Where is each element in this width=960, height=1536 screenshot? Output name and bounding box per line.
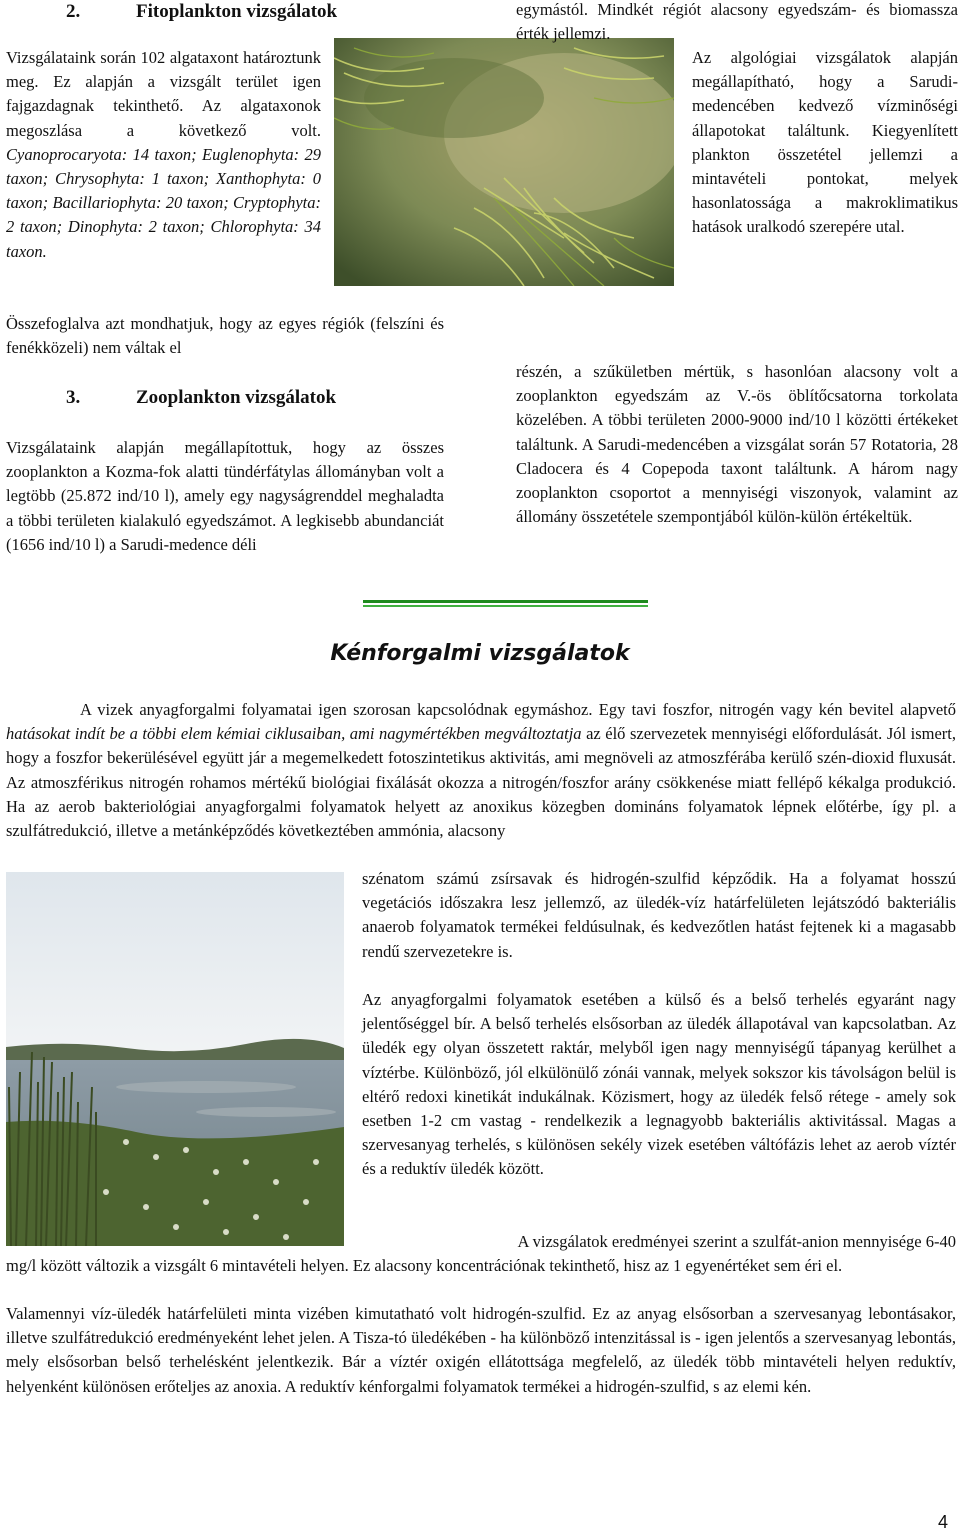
page-number: 4 bbox=[938, 1512, 949, 1532]
section-2-heading bbox=[66, 0, 337, 24]
phyto-summary: Összefoglalva azt mondhatjuk, hogy az egyes régiók (felszíni és fenékközeli) nem váltak el bbox=[6, 314, 444, 358]
lake-landscape-photo bbox=[6, 872, 344, 1246]
phyto-intro-block bbox=[6, 46, 321, 264]
sulfur-para-1-italic: hatásokat indít be a többi elem kémiai ciklusaiban, ami nagymértékben megváltoztatja bbox=[6, 724, 582, 744]
section-2-number: 2. bbox=[66, 1, 81, 22]
divider-rule-bottom bbox=[363, 605, 648, 607]
sulfur-para-1 bbox=[6, 698, 956, 843]
sulfur-para-2: Az anyagforgalmi folyamatok esetében a külső és a belső terhelés egyaránt nagy jelentőséggel bír. A belső terhelés elsősorban az üledék állapotával van kapcsolatban. Az üledék egy olyan összetett raktár, melyből igen nagy mennyiségű tápanyag kerülhet a víztérbe. Különböző, jól elkülönülő zónái vannak, melyek sokszor kis távolságon belül is eltérő redoxi kinetikát indukálnak. Közismert, hogy az üledék felső rétege - amely sok esetben 1-2 cm vastag - rendelkezik a legnagyobb bakteriális aktivitással. Magas a szervesanyag terhelés, s különösen sekély vizek esetében váltófázis lehet az aerob víztér és a reduktív üledék között. bbox=[362, 990, 956, 1179]
aquatic-vegetation-photo bbox=[334, 38, 674, 286]
phyto-right-side: Az algológiai vizsgálatok alapján megállapítható, hogy a Sarudi-medencében kedvező vízminőségi állapotokat találtunk. Kiegyenlített plankton összetétel jellemzi a mintavételi pontokat, melyek hasonlatossága a makroklimatikus hatások uralkodó szerepére utal. bbox=[692, 48, 958, 237]
phyto-right-top-text: egymástól. Mindkét régiót alacsony egyedszám- és biomassza érték jellemzi. bbox=[516, 0, 958, 44]
sulfur-para-3: mg/l között változik a vizsgált 6 mintavételi helyen. Ez alacsony koncentrációnak tekinthető, hisz az 1 egyenértéket sem éri el. bbox=[6, 1256, 843, 1275]
main-section-title: Kénforgalmi vizsgálatok bbox=[330, 641, 630, 666]
sulfur-para-3-first-line: A vizsgálatok eredményei szerint a szulfát-anion mennyisége 6-40 bbox=[517, 1232, 956, 1251]
sulfur-para-1-end: az élő szervezetek mennyiségi előfordulását. Jól ismert, hogy a foszfor bekerülésével együtt jár a megemelkedett fotoszintetikus aktivitás, ami megnöveli az atmoszférába kerülő szén-dioxid fluxusát. Az atmoszférikus nitrogén rohamos mértékű biológiai fixálását okozza a nitrogén/foszfor arány csökkenése miatt fellépő kékalga produkció. Ha az aerob bakteriológiai anyagforgalmi folyamatok helyett az anoxikus közegben domináns folyamatok lépnek előtérbe, így pl. a szulfátredukció, illetve a metánképződés következtében ammónia, alacsony bbox=[6, 724, 956, 841]
zoo-left-text: Vizsgálataink alapján megállapítottuk, hogy az összes zooplankton a Kozma-fok alatti tündérfátylas állományban volt a legtöbb (25.872 ind/10 l), amely egy nagyságrenddel meghaladta a többi területen kialakuló egyedszámot. A legkisebb abundanciát (1656 ind/10 l) a Sarudi-medence déli bbox=[6, 438, 444, 554]
section-3-heading bbox=[66, 386, 336, 410]
sulfur-para-1-continued: szénatom számú zsírsavak és hidrogén-szulfid képződik. Ha a folyamat hosszú vegetációs időszakra lesz jellemző, az üledék-víz határfelületen lejátszódó bakteriális anaerob folyamatok termékei feldúsulnak, és kedvezőtlen hatást fejtenek ki a magasabb rendű szervezetekre is. bbox=[362, 869, 956, 961]
section-3-number: 3. bbox=[66, 387, 81, 408]
zoo-right-text: részén, a szűkületben mértük, s hasonlóan alacsony volt a zooplankton egyedszám az V.-ös öblítőcsatorna torkolata közelében. A többi területen 2000-9000 ind/10 l közötti értékeket találtunk. A Sarudi-medencében a vizsgálat során 57 Rotatoria, 28 Cladocera és 4 Copepoda taxont találtunk. A három nagy zooplankton csoportot a mennyiségi viszonyok, valamint az állomány összetétele szempontjából külön-külön értékeltük. bbox=[516, 362, 958, 527]
phyto-intro-text: Vizsgálataink során 102 algataxont határoztunk meg. Ez alapján a vizsgált terület igen fajgazdagnak tekinthető. Az algataxonok megoszlása a következő volt. bbox=[6, 48, 321, 140]
phyto-right-top bbox=[516, 0, 958, 46]
sulfur-para-4: Valamennyi víz-üledék határfelületi minta vizében kimutatható volt hidrogén-szulfid. Ez az anyag elsősorban a szervesanyag lebontásakor, illetve szulfátredukció eredményeként lehet jelen. A Tisza-tó üledékében - ha különböző intenzitással is - igen jelentős a szervesanyag lebontás, mely elsősorban belső terhelésként jelentkezik. Bár a víztér oxigén ellátottsága megfelelő, az üledék több mintavételi helyen reduktív, helyenként különösen erőteljes az anoxia. A reduktív kénforgalmi folyamatok termékei a hidrogén-szulfid, s az elemi kén. bbox=[6, 1304, 956, 1396]
phyto-taxa-list: Cyanoprocaryota: 14 taxon; Euglenophyta: 29 taxon; Chrysophyta: 1 taxon; Xanthophyta: 0 taxon; Bacillariophyta: 20 taxon; Cryptophyta: 2 taxon; Dinophyta: 2 taxon; Chlorophyta: 34 taxon. bbox=[6, 144, 321, 261]
section-2-title: Fitoplankton vizsgálatok bbox=[136, 1, 338, 22]
sulfur-para-1-start: A vizek anyagforgalmi folyamatai igen szorosan kapcsolódnak egymáshoz. Egy tavi foszfor, nitrogén vagy kén bevitel alapvető bbox=[80, 700, 956, 719]
section-3-title: Zooplankton vizsgálatok bbox=[136, 387, 337, 408]
divider-rule-top bbox=[363, 600, 648, 603]
